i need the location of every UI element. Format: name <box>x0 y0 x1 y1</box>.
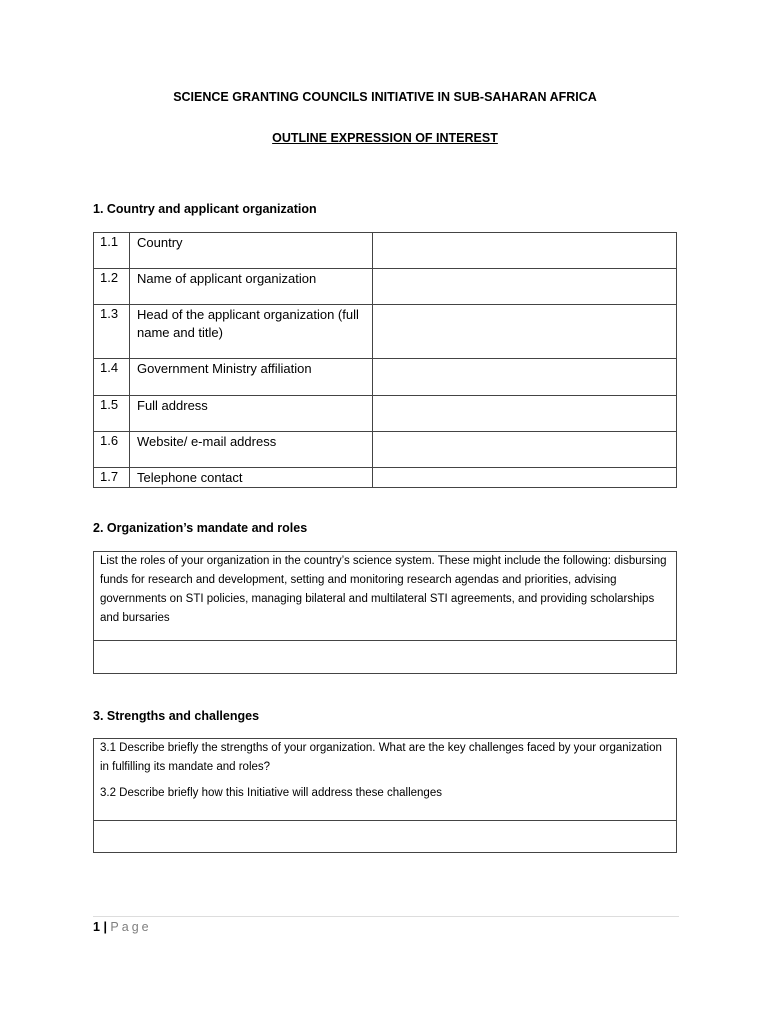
page-word: Page <box>110 920 152 934</box>
page-separator: | <box>103 920 107 934</box>
row-number: 1.5 <box>94 396 130 432</box>
ministry-affiliation-field[interactable] <box>373 359 677 396</box>
row-label: Government Ministry affiliation <box>130 359 373 396</box>
row-label: Website/ e-mail address <box>130 432 373 468</box>
row-number: 1.4 <box>94 359 130 396</box>
full-address-field[interactable] <box>373 396 677 432</box>
telephone-field[interactable] <box>373 468 677 488</box>
country-organization-table <box>93 232 677 488</box>
question-3-1: 3.1 Describe briefly the strengths of your organization. What are the key challenges faced by your organization in fulfilling its mandate and roles? <box>100 742 662 773</box>
row-label: Name of applicant organization <box>130 269 373 305</box>
row-label: Telephone contact <box>130 468 373 488</box>
row-label: Head of the applicant organization (full name and title) <box>130 305 373 359</box>
mandate-instructions: List the roles of your organization in the country’s science system. These might include the following: disbursing funds for research and development, setting and monitoring research agendas and priorities, advising governments on STI policies, managing bilateral and multilateral STI agreements, and providing scholarships and bursaries <box>100 555 667 624</box>
document-subtitle-text: OUTLINE EXPRESSION OF INTEREST <box>272 131 498 145</box>
document-title: SCIENCE GRANTING COUNCILS INITIATIVE IN SUB-SAHARAN AFRICA <box>173 90 597 104</box>
head-of-organization-field[interactable] <box>373 305 677 359</box>
page-number: 1 <box>93 920 100 934</box>
row-number: 1.6 <box>94 432 130 468</box>
row-label: Country <box>130 233 373 269</box>
table-row <box>94 269 677 305</box>
table-row <box>94 432 677 468</box>
section-1-heading: 1. Country and applicant organization <box>93 202 317 216</box>
table-row <box>94 468 677 488</box>
organization-name-field[interactable] <box>373 269 677 305</box>
question-3-2: 3.2 Describe briefly how this Initiative will address these challenges <box>100 787 442 799</box>
footer-divider <box>93 916 679 917</box>
row-number: 1.7 <box>94 468 130 488</box>
mandate-roles-box <box>93 551 677 674</box>
page-footer <box>93 920 152 934</box>
country-field[interactable] <box>373 233 677 269</box>
section-2-heading: 2. Organization’s mandate and roles <box>93 521 308 535</box>
strengths-challenges-field[interactable] <box>94 820 676 853</box>
section-3-heading: 3. Strengths and challenges <box>93 709 260 723</box>
row-number: 1.2 <box>94 269 130 305</box>
strengths-challenges-box <box>93 738 677 853</box>
row-number: 1.3 <box>94 305 130 359</box>
row-number: 1.1 <box>94 233 130 269</box>
mandate-roles-field[interactable] <box>94 640 676 674</box>
table-row <box>94 359 677 396</box>
strengths-questions <box>94 739 676 820</box>
row-label: Full address <box>130 396 373 432</box>
table-row <box>94 396 677 432</box>
table-row <box>94 305 677 359</box>
website-email-field[interactable] <box>373 432 677 468</box>
table-row <box>94 233 677 269</box>
document-subtitle <box>0 131 770 145</box>
